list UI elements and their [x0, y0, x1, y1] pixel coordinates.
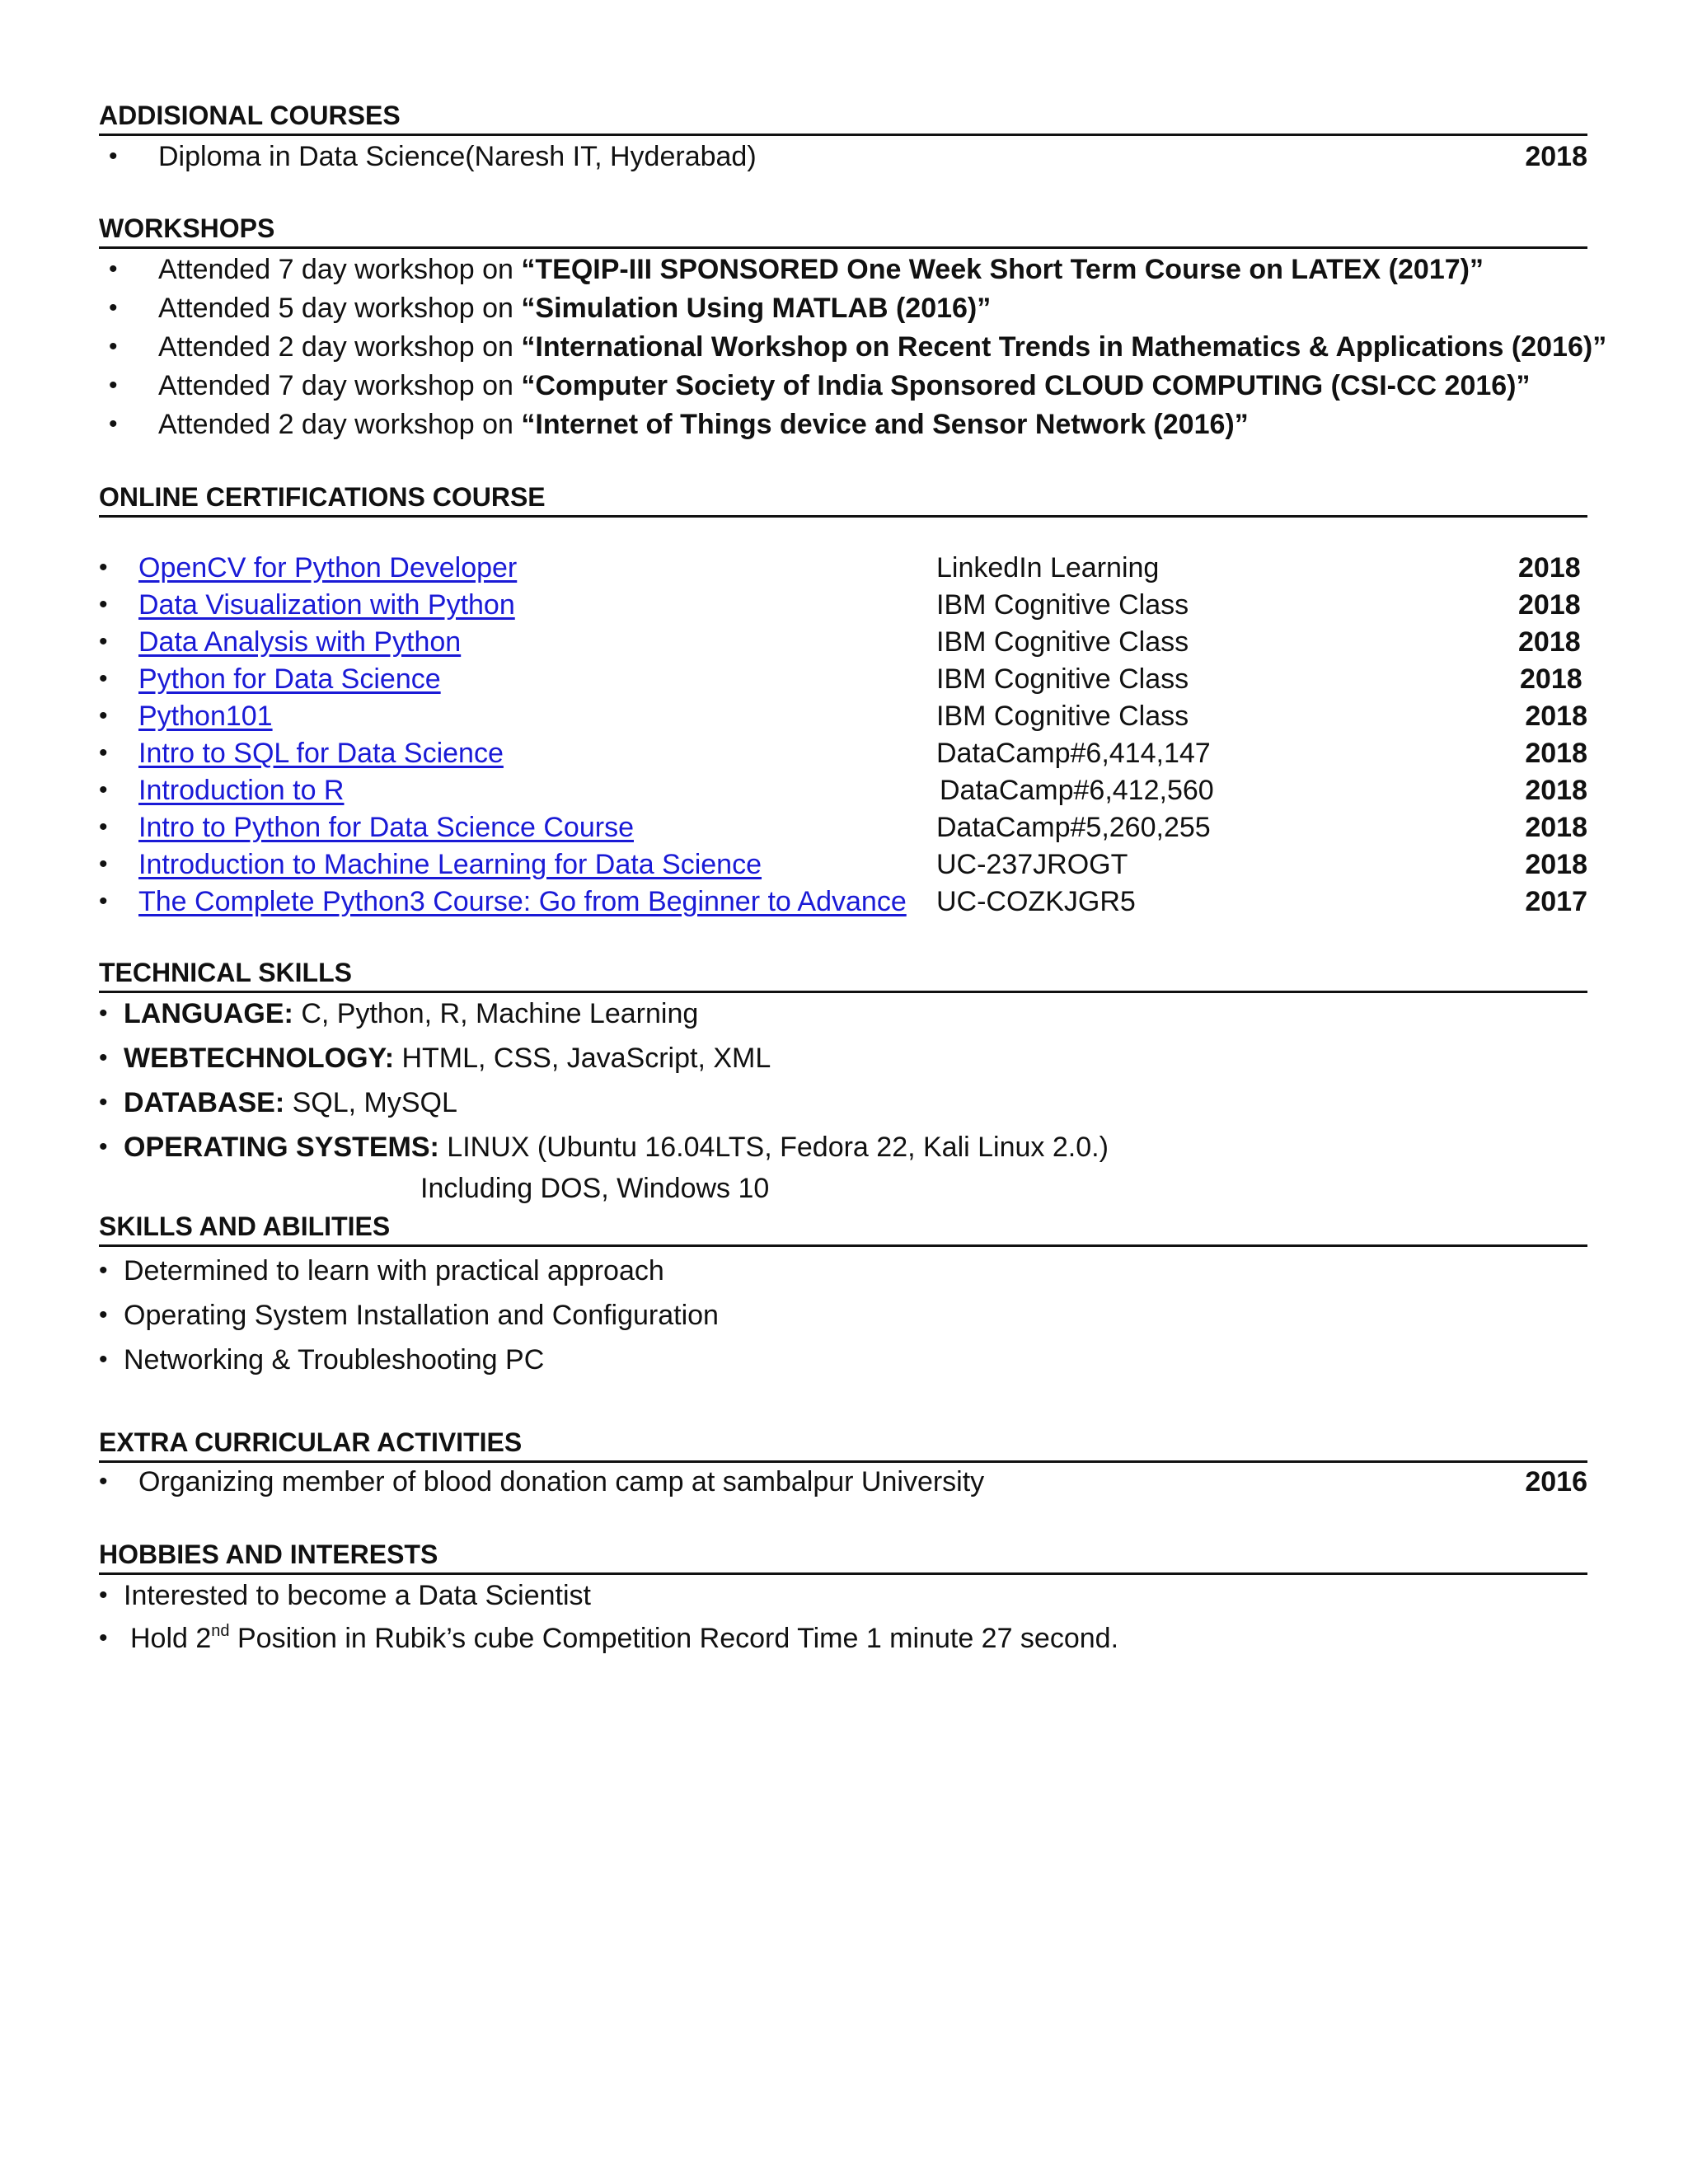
- hobby-text: Hold 2: [130, 1623, 212, 1654]
- workshop-name: “Computer Society of India Sponsored CLOUD COMPUTING (CSI-CC 2016)”: [521, 370, 1531, 401]
- skill-label: LANGUAGE:: [124, 998, 293, 1029]
- bullet-icon: •: [109, 372, 118, 399]
- certification-year: 2018: [1525, 775, 1587, 806]
- section-title-additional-courses: ADDISIONAL COURSES: [99, 101, 1587, 136]
- list-item: [99, 138, 1587, 175]
- bullet-icon: •: [99, 1468, 108, 1495]
- bullet-icon: •: [99, 1000, 108, 1027]
- skill-value: LINUX (Ubuntu 16.04LTS, Fedora 22, Kali Linux 2.0.): [438, 1132, 1109, 1163]
- bullet-icon: •: [99, 1582, 108, 1609]
- certification-year: 2017: [1525, 886, 1587, 917]
- skill-label: OPERATING SYSTEMS:: [124, 1132, 439, 1163]
- certification-link[interactable]: Introduction to Machine Learning for Data Science: [138, 849, 762, 880]
- ordinal-suffix: nd: [211, 1622, 230, 1640]
- certification-row: [99, 587, 1587, 623]
- certification-provider: IBM Cognitive Class: [936, 701, 1189, 732]
- skill-value: C, Python, R, Machine Learning: [293, 998, 699, 1029]
- bullet-icon: •: [99, 1089, 108, 1116]
- section-title-hobbies: HOBBIES AND INTERESTS: [99, 1540, 1587, 1575]
- workshop-prefix: Attended 7 day workshop on: [158, 370, 522, 401]
- workshop-name: “TEQIP-III SPONSORED One Week Short Term Course on LATEX (2017)”: [521, 254, 1484, 285]
- certification-year: 2018: [1518, 589, 1581, 621]
- certification-year: 2018: [1525, 812, 1587, 843]
- list-item: [99, 290, 1587, 326]
- bullet-icon: •: [109, 410, 118, 438]
- bullet-icon: •: [99, 628, 108, 655]
- course-text: Diploma in Data Science(Naresh IT, Hyderabad): [158, 141, 757, 172]
- workshop-prefix: Attended 7 day workshop on: [158, 254, 522, 285]
- workshop-name: “International Workshop on Recent Trends in Mathematics & Applications (2016)”: [521, 331, 1607, 363]
- workshop-prefix: Attended 2 day workshop on: [158, 331, 522, 363]
- certification-link[interactable]: Data Analysis with Python: [138, 626, 462, 658]
- skill-label: WEBTECHNOLOGY:: [124, 1043, 395, 1074]
- list-item: [99, 1464, 1587, 1500]
- bullet-icon: •: [99, 665, 108, 692]
- section-title-skills-abilities: SKILLS AND ABILITIES: [99, 1212, 1587, 1247]
- certification-provider: LinkedIn Learning: [936, 552, 1160, 583]
- course-year: 2018: [1525, 141, 1587, 172]
- certification-year: 2018: [1518, 552, 1581, 583]
- ability-text: Operating System Installation and Configuration: [124, 1300, 719, 1331]
- skill-value: HTML, CSS, JavaScript, XML: [394, 1043, 771, 1074]
- bullet-icon: •: [109, 143, 118, 170]
- bullet-icon: •: [109, 294, 118, 321]
- certification-link[interactable]: Python101: [138, 701, 273, 732]
- certification-row: [99, 809, 1587, 846]
- bullet-icon: •: [99, 888, 108, 915]
- bullet-icon: •: [99, 1346, 108, 1373]
- certification-link[interactable]: OpenCV for Python Developer: [138, 552, 518, 583]
- list-item: [99, 1342, 1587, 1378]
- hobby-text: Position in Rubik’s cube Competition Record Time 1 minute 27 second.: [229, 1623, 1119, 1654]
- workshop-prefix: Attended 2 day workshop on: [158, 409, 522, 440]
- certification-row: [99, 661, 1587, 697]
- bullet-icon: •: [99, 1624, 108, 1652]
- certification-provider: DataCamp#5,260,255: [936, 812, 1211, 843]
- certification-provider: UC-COZKJGR5: [936, 886, 1136, 917]
- bullet-icon: •: [109, 255, 118, 283]
- certification-year: 2018: [1525, 701, 1587, 732]
- skill-continuation-text: Including DOS, Windows 10: [420, 1173, 770, 1204]
- bullet-icon: •: [109, 333, 118, 360]
- certification-link[interactable]: Data Visualization with Python: [138, 589, 515, 621]
- skill-row: [99, 1040, 1587, 1076]
- list-item: [99, 368, 1587, 404]
- certification-year: 2018: [1525, 849, 1587, 880]
- bullet-icon: •: [99, 851, 108, 878]
- section-title-extra-curricular: EXTRA CURRICULAR ACTIVITIES: [99, 1427, 1587, 1463]
- workshop-name: “Simulation Using MATLAB (2016)”: [521, 293, 992, 324]
- list-item: [99, 1297, 1587, 1333]
- certification-row: [99, 772, 1587, 808]
- certification-row: [99, 883, 1587, 920]
- certification-provider: IBM Cognitive Class: [936, 589, 1189, 621]
- bullet-icon: •: [99, 1133, 108, 1160]
- skill-row: [99, 996, 1587, 1032]
- certification-provider: IBM Cognitive Class: [936, 663, 1189, 695]
- certification-link[interactable]: Introduction to R: [138, 775, 345, 806]
- certification-link[interactable]: Python for Data Science: [138, 663, 441, 695]
- certification-year: 2018: [1518, 626, 1581, 658]
- bullet-icon: •: [99, 739, 108, 766]
- skill-label: DATABASE:: [124, 1087, 285, 1118]
- list-item: [99, 1253, 1587, 1289]
- hobby-text: Interested to become a Data Scientist: [124, 1580, 591, 1611]
- certification-year: 2018: [1520, 663, 1582, 695]
- certification-provider: DataCamp#6,414,147: [936, 738, 1211, 769]
- certification-link[interactable]: Intro to Python for Data Science Course: [138, 812, 634, 843]
- workshop-prefix: Attended 5 day workshop on: [158, 293, 522, 324]
- skill-row: [99, 1129, 1587, 1165]
- skill-row: [99, 1085, 1587, 1121]
- certification-link[interactable]: Intro to SQL for Data Science: [138, 738, 504, 769]
- bullet-icon: •: [99, 776, 108, 804]
- list-item: [99, 406, 1587, 443]
- certification-provider: UC-237JROGT: [936, 849, 1128, 880]
- workshop-name: “Internet of Things device and Sensor Network (2016)”: [521, 409, 1249, 440]
- certification-year: 2018: [1525, 738, 1587, 769]
- certification-row: [99, 735, 1587, 771]
- list-item: [99, 1577, 1587, 1614]
- certification-row: [99, 698, 1587, 734]
- list-item: [99, 329, 1607, 365]
- bullet-icon: •: [99, 1044, 108, 1071]
- list-item: [99, 1620, 1587, 1657]
- certification-row: [99, 624, 1587, 660]
- ability-text: Determined to learn with practical approach: [124, 1255, 664, 1286]
- certification-provider: IBM Cognitive Class: [936, 626, 1189, 658]
- section-title-online-certifications: ONLINE CERTIFICATIONS COURSE: [99, 482, 1587, 518]
- bullet-icon: •: [99, 1301, 108, 1329]
- bullet-icon: •: [99, 813, 108, 841]
- activity-text: Organizing member of blood donation camp at sambalpur University: [138, 1466, 985, 1497]
- section-title-technical-skills: TECHNICAL SKILLS: [99, 958, 1587, 993]
- skill-continuation: [99, 1170, 1587, 1207]
- certification-link[interactable]: The Complete Python3 Course: Go from Beginner to Advance: [138, 886, 907, 917]
- activity-year: 2016: [1525, 1466, 1587, 1497]
- bullet-icon: •: [99, 554, 108, 581]
- certification-provider: DataCamp#6,412,560: [940, 775, 1214, 806]
- certification-row: [99, 550, 1587, 586]
- ability-text: Networking & Troubleshooting PC: [124, 1344, 545, 1376]
- certification-row: [99, 846, 1587, 883]
- bullet-icon: •: [99, 702, 108, 729]
- section-title-workshops: WORKSHOPS: [99, 213, 1587, 249]
- list-item: [99, 251, 1587, 288]
- bullet-icon: •: [99, 591, 108, 618]
- bullet-icon: •: [99, 1257, 108, 1284]
- skill-value: SQL, MySQL: [284, 1087, 457, 1118]
